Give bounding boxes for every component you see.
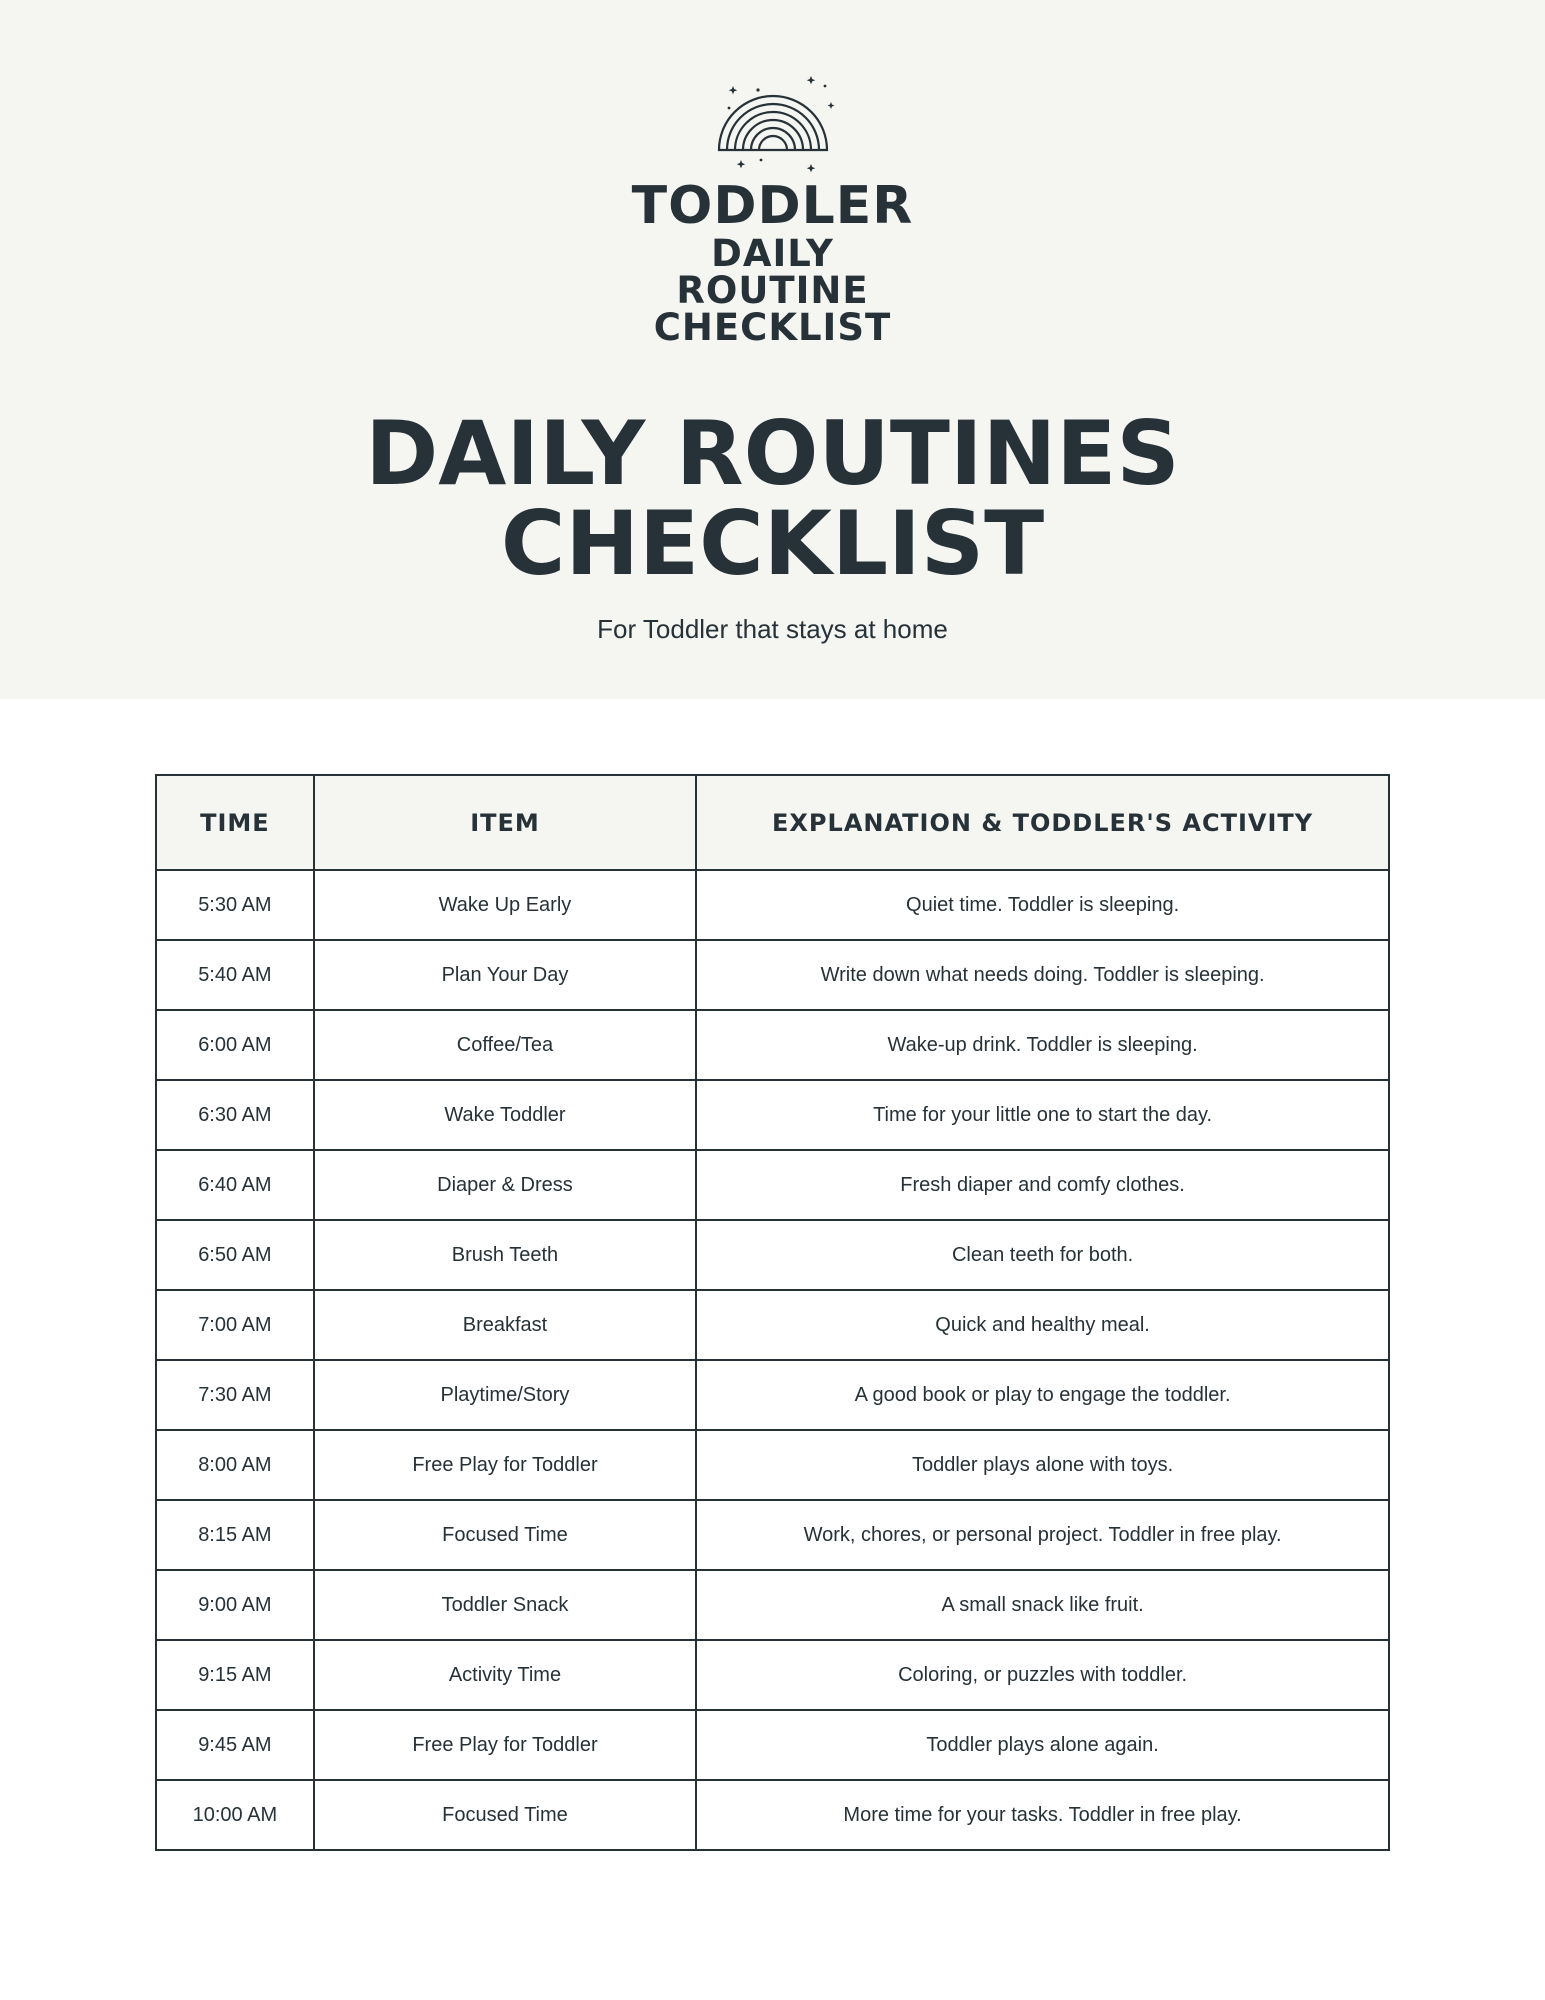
- cell-item: Diaper & Dress: [314, 1150, 696, 1220]
- cell-item: Free Play for Toddler: [314, 1710, 696, 1780]
- table-header-row: [156, 775, 1389, 870]
- cell-item: Focused Time: [314, 1500, 696, 1570]
- cell-explanation: More time for your tasks. Toddler in free play.: [696, 1780, 1389, 1850]
- cell-time: 6:40 AM: [156, 1150, 314, 1220]
- table-row: [156, 1360, 1389, 1430]
- cell-explanation: Coloring, or puzzles with toddler.: [696, 1640, 1389, 1710]
- cell-explanation: Toddler plays alone with toys.: [696, 1430, 1389, 1500]
- table-row: [156, 1710, 1389, 1780]
- cell-time: 7:00 AM: [156, 1290, 314, 1360]
- cell-time: 6:50 AM: [156, 1220, 314, 1290]
- subtitle: For Toddler that stays at home: [597, 614, 948, 644]
- table-row: [156, 1780, 1389, 1850]
- cell-explanation: Clean teeth for both.: [696, 1220, 1389, 1290]
- table-row: [156, 1500, 1389, 1570]
- rainbow-icon: [703, 68, 843, 178]
- table-row: [156, 1640, 1389, 1710]
- table-row: [156, 1080, 1389, 1150]
- cell-item: Focused Time: [314, 1780, 696, 1850]
- table-row: [156, 1150, 1389, 1220]
- table-row: [156, 1570, 1389, 1640]
- cell-time: 5:40 AM: [156, 940, 314, 1010]
- table-row: [156, 1430, 1389, 1500]
- cell-time: 7:30 AM: [156, 1360, 314, 1430]
- cell-item: Wake Toddler: [314, 1080, 696, 1150]
- table-row: [156, 870, 1389, 940]
- cell-explanation: Work, chores, or personal project. Toddler in free play.: [696, 1500, 1389, 1570]
- logo-line-3: ROUTINE: [676, 269, 869, 312]
- header-explanation: EXPLANATION & TODDLER'S ACTIVITY: [696, 775, 1389, 870]
- header-item: ITEM: [314, 775, 696, 870]
- cell-item: Wake Up Early: [314, 870, 696, 940]
- cell-time: 5:30 AM: [156, 870, 314, 940]
- cell-explanation: Quiet time. Toddler is sleeping.: [696, 870, 1389, 940]
- cell-time: 6:00 AM: [156, 1010, 314, 1080]
- cell-item: Toddler Snack: [314, 1570, 696, 1640]
- cell-item: Free Play for Toddler: [314, 1430, 696, 1500]
- cell-explanation: Quick and healthy meal.: [696, 1290, 1389, 1360]
- cell-explanation: Toddler plays alone again.: [696, 1710, 1389, 1780]
- cell-explanation: Time for your little one to start the day.: [696, 1080, 1389, 1150]
- cell-item: Playtime/Story: [314, 1360, 696, 1430]
- cell-item: Activity Time: [314, 1640, 696, 1710]
- routine-table: [155, 774, 1390, 1851]
- table-row: [156, 1220, 1389, 1290]
- table-row: [156, 1290, 1389, 1360]
- cell-explanation: A small snack like fruit.: [696, 1570, 1389, 1640]
- cell-explanation: A good book or play to engage the toddler.: [696, 1360, 1389, 1430]
- page-title-line-2: CHECKLIST: [500, 492, 1045, 595]
- cell-time: 9:15 AM: [156, 1640, 314, 1710]
- cell-explanation: Write down what needs doing. Toddler is sleeping.: [696, 940, 1389, 1010]
- cell-time: 10:00 AM: [156, 1780, 314, 1850]
- cell-time: 8:00 AM: [156, 1430, 314, 1500]
- logo-line-4: CHECKLIST: [653, 306, 892, 349]
- page-title-line-1: DAILY ROUTINES: [365, 402, 1180, 505]
- header-time: TIME: [156, 775, 314, 870]
- table-row: [156, 1010, 1389, 1080]
- cell-explanation: Fresh diaper and comfy clothes.: [696, 1150, 1389, 1220]
- cell-item: Breakfast: [314, 1290, 696, 1360]
- logo-line-2: DAILY: [711, 232, 834, 275]
- cell-item: Plan Your Day: [314, 940, 696, 1010]
- cell-time: 8:15 AM: [156, 1500, 314, 1570]
- cell-explanation: Wake-up drink. Toddler is sleeping.: [696, 1010, 1389, 1080]
- logo-line-1: TODDLER: [631, 176, 914, 236]
- cell-time: 6:30 AM: [156, 1080, 314, 1150]
- logo: [0, 68, 1545, 178]
- header-band: [0, 0, 1545, 699]
- table-row: [156, 940, 1389, 1010]
- cell-time: 9:00 AM: [156, 1570, 314, 1640]
- cell-item: Coffee/Tea: [314, 1010, 696, 1080]
- cell-time: 9:45 AM: [156, 1710, 314, 1780]
- cell-item: Brush Teeth: [314, 1220, 696, 1290]
